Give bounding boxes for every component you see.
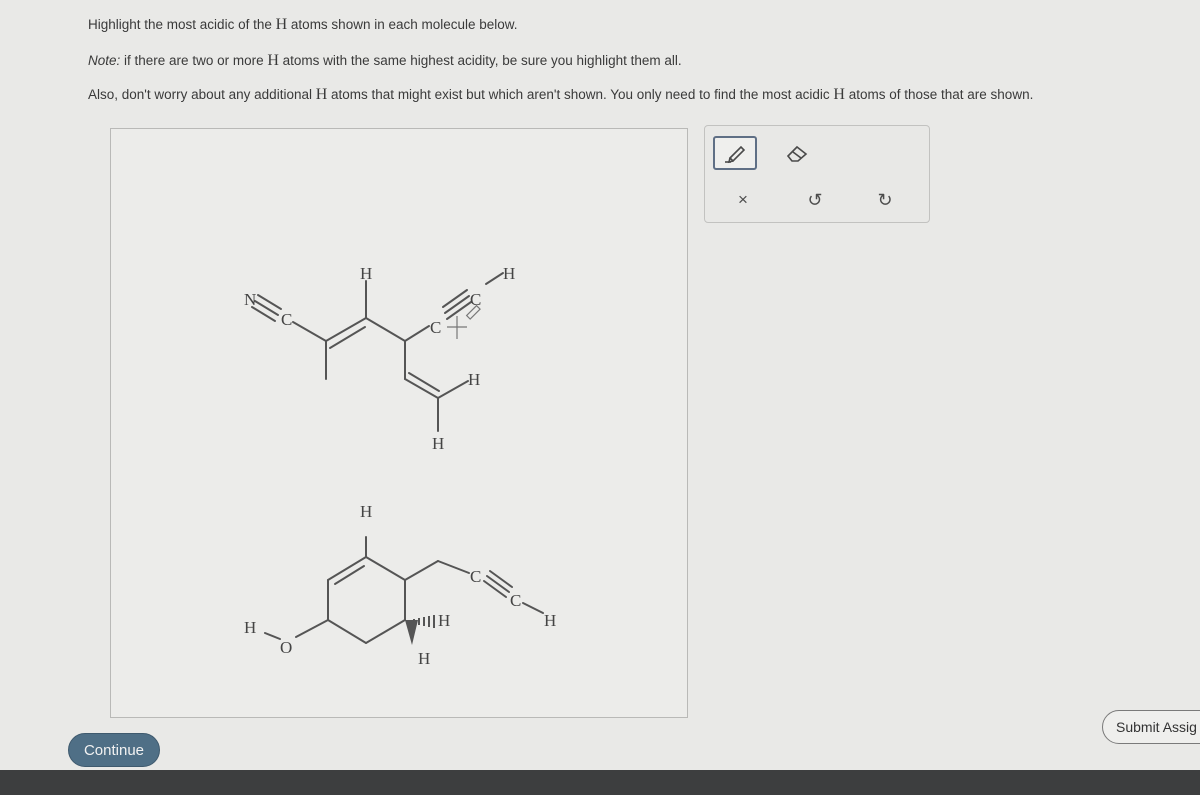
bond xyxy=(335,566,364,584)
h-symbol: H xyxy=(833,86,845,103)
drawing-toolbar xyxy=(704,125,930,223)
molecule-drawing xyxy=(111,129,689,719)
bond xyxy=(328,620,366,643)
instruction-text: atoms with the same highest acidity, be sure you highlight them all. xyxy=(278,53,682,68)
atom-h-alkyne[interactable]: H xyxy=(503,264,516,283)
atom-c[interactable]: C xyxy=(281,310,293,329)
bond xyxy=(438,561,469,573)
atom-h-ring-top[interactable]: H xyxy=(360,502,373,521)
instruction-text: Also, don't worry about any additional xyxy=(88,87,316,102)
wedge-bond xyxy=(405,620,418,645)
atom-h-dash[interactable]: H xyxy=(438,611,451,630)
bond xyxy=(296,620,328,637)
bond xyxy=(438,381,468,398)
bond xyxy=(366,318,405,341)
bond xyxy=(366,620,405,643)
atom-n[interactable]: N xyxy=(244,290,257,309)
atom-c[interactable]: C xyxy=(470,290,482,309)
undo-button[interactable]: ↺ xyxy=(807,189,823,210)
bond xyxy=(258,295,281,309)
atom-o[interactable]: O xyxy=(280,638,293,657)
bond xyxy=(293,322,326,341)
atom-h-top[interactable]: H xyxy=(360,264,373,283)
atom-c[interactable]: C xyxy=(430,318,442,337)
pencil-cursor-icon xyxy=(447,306,480,339)
atom-h-oh[interactable]: H xyxy=(244,618,257,637)
redo-button[interactable]: ↻ xyxy=(877,189,893,210)
bond xyxy=(484,581,506,597)
pencil-button[interactable] xyxy=(713,136,757,170)
pencil-icon xyxy=(722,142,748,164)
bond xyxy=(252,307,275,321)
bond xyxy=(445,296,469,313)
footer-bar xyxy=(0,770,1200,795)
instruction-line-1 xyxy=(88,16,518,34)
eraser-button[interactable] xyxy=(775,136,819,170)
h-symbol: H xyxy=(315,86,328,103)
bond xyxy=(486,273,503,284)
bond xyxy=(330,327,365,348)
molecule-canvas[interactable] xyxy=(110,128,688,718)
instruction-text: atoms that might exist but which aren't shown. You only need to find the most acidic xyxy=(327,87,834,102)
atom-c[interactable]: C xyxy=(470,567,482,586)
bond xyxy=(265,633,280,639)
atom-h-vinyl-right[interactable]: H xyxy=(468,370,481,389)
continue-button[interactable]: Continue xyxy=(68,733,160,767)
bond xyxy=(255,301,278,315)
bond xyxy=(523,603,543,613)
bond xyxy=(405,326,429,341)
bond xyxy=(409,373,439,391)
instruction-text: atoms of those that are shown. xyxy=(844,87,1034,102)
instruction-text: if there are two or more xyxy=(120,53,268,68)
atom-h-wedge[interactable]: H xyxy=(418,649,431,668)
instruction-text: atoms shown in each molecule below. xyxy=(287,17,518,32)
atom-c[interactable]: C xyxy=(510,591,522,610)
bond xyxy=(443,290,467,307)
note-label: Note: xyxy=(88,53,121,68)
instruction-line-2 xyxy=(88,52,682,70)
atom-h-vinyl-bottom[interactable]: H xyxy=(432,434,445,453)
h-symbol: H xyxy=(267,52,279,69)
h-symbol: H xyxy=(275,16,288,33)
bond xyxy=(405,561,438,580)
clear-button[interactable]: × xyxy=(738,190,748,209)
eraser-icon xyxy=(784,142,810,164)
instruction-text: Highlight the most acidic of the xyxy=(88,17,276,32)
atom-h-alkyne[interactable]: H xyxy=(544,611,557,630)
submit-assignment-button[interactable]: Submit Assig xyxy=(1102,710,1200,744)
bond xyxy=(366,557,405,580)
bond xyxy=(490,571,512,587)
bond xyxy=(487,576,509,592)
instruction-line-3 xyxy=(88,86,1033,104)
